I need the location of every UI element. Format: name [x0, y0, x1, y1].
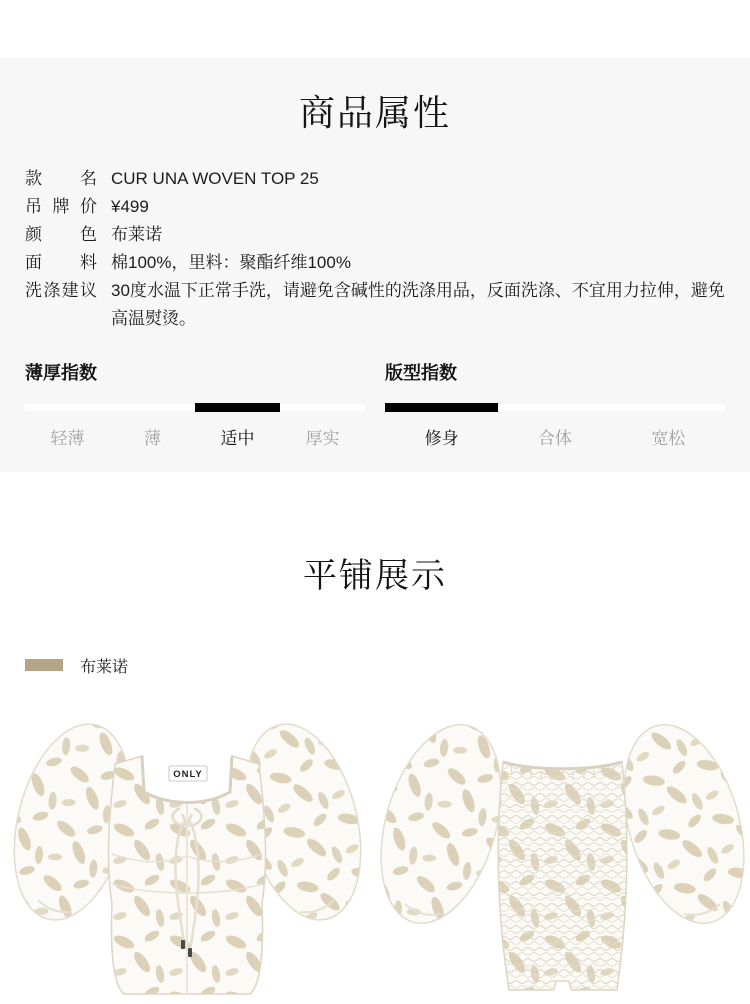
- thickness-index: [25, 363, 365, 449]
- thickness-bar: [25, 404, 365, 411]
- top-whitespace: [0, 0, 750, 58]
- section-title-flat-display: 平铺展示: [303, 557, 447, 595]
- attribute-row-price: [25, 193, 725, 221]
- attribute-value: CUR UNA WOVEN TOP 25: [111, 169, 319, 188]
- product-images: [0, 704, 750, 1004]
- attribute-label: 洗涤建议: [25, 281, 97, 300]
- attributes-panel: [0, 58, 750, 472]
- product-image-front: [0, 704, 375, 1004]
- thickness-bar-segment: [280, 404, 365, 411]
- back-blouse-illustration: [375, 704, 750, 1004]
- fit-options: [385, 424, 725, 449]
- attribute-label: 吊牌价: [25, 197, 97, 216]
- fit-option: 宽松: [651, 428, 686, 448]
- index-scales: [25, 363, 725, 449]
- section-title-product-attributes: 商品属性: [298, 92, 451, 133]
- color-legend: [25, 654, 750, 676]
- thickness-options: [25, 424, 365, 449]
- attribute-row-name: [25, 165, 725, 193]
- attribute-label: 面料: [25, 253, 97, 272]
- attribute-row-fabric: [25, 249, 725, 277]
- flat-display-section: [0, 559, 750, 1004]
- attribute-list: [25, 165, 725, 333]
- thickness-bar-segment: [110, 404, 195, 411]
- attribute-label: 颜色: [25, 225, 97, 244]
- attribute-value: ¥499: [111, 197, 149, 216]
- fit-option: 修身: [424, 428, 459, 448]
- thickness-option: 薄: [144, 428, 161, 448]
- thickness-bar-segment: [195, 403, 280, 412]
- color-name: 布莱诺: [80, 658, 129, 676]
- color-swatch: [25, 659, 63, 671]
- fit-index-title: 版型指数: [385, 363, 457, 383]
- thickness-option: 轻薄: [50, 428, 85, 448]
- fit-option: 合体: [537, 428, 572, 448]
- brand-tag-text: ONLY: [173, 769, 203, 780]
- fit-bar-segment: [498, 404, 611, 411]
- thickness-option: 厚实: [305, 428, 340, 448]
- fit-index: [385, 363, 725, 449]
- attribute-row-color: [25, 221, 725, 249]
- product-image-back: [375, 704, 750, 1004]
- thickness-index-title: 薄厚指数: [25, 363, 97, 383]
- fit-bar: [385, 404, 725, 411]
- attribute-value: 30度水温下正常手洗，请避免含碱性的洗涤用品，反面洗涤、不宜用力拉伸，避免高温熨烫。: [111, 281, 725, 328]
- thickness-bar-segment: [25, 404, 110, 411]
- thickness-option: 适中: [220, 428, 255, 448]
- attribute-label: 款名: [25, 169, 97, 188]
- fit-bar-segment: [612, 404, 725, 411]
- attribute-value: 棉100%，里料：聚酯纤维100%: [111, 253, 351, 272]
- attribute-row-washing: [25, 277, 725, 333]
- fit-bar-segment: [385, 403, 498, 412]
- attribute-value: 布莱诺: [111, 225, 162, 244]
- front-blouse-illustration: [0, 704, 375, 1004]
